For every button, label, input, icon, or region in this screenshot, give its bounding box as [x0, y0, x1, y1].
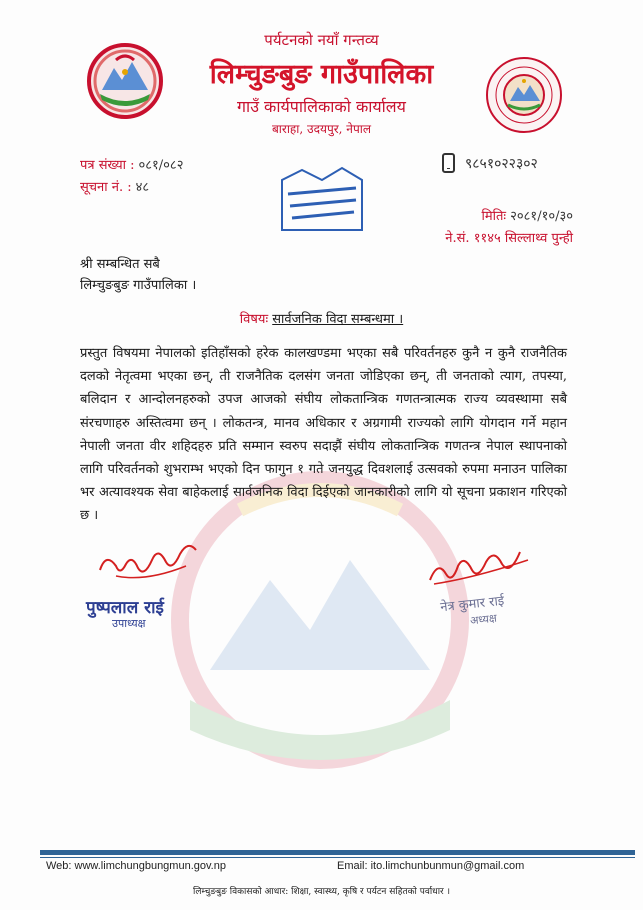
- footer-email: Email: ito.limchunbunmun@gmail.com: [337, 860, 525, 872]
- date-value: २०८१/१०/३०: [510, 209, 573, 224]
- organization-name: लिम्चुङबुङ गाउँपालिका: [209, 59, 434, 90]
- signer-right-role: अध्यक्ष: [469, 611, 498, 628]
- signature-right: [424, 540, 534, 590]
- addressee-line-1: श्री सम्बन्धित सबै: [80, 257, 160, 272]
- signature-left: [96, 536, 206, 586]
- letter-subject: [0, 309, 643, 327]
- mobile-phone-icon: [442, 153, 455, 173]
- office-address: बाराहा, उदयपुर, नेपाल: [271, 122, 372, 136]
- phone-contact: [442, 153, 538, 173]
- office-name: गाउँ कार्यपालिकाको कार्यालय: [237, 97, 406, 116]
- reference-number-value: ०८१/०८२: [138, 158, 184, 173]
- addressee-line-2: लिम्चुङबुङ गाउँपालिका ।: [80, 278, 197, 293]
- date-label: मितिः: [481, 209, 507, 224]
- reference-number-label: पत्र संख्या :: [80, 158, 135, 173]
- notice-number: [80, 177, 149, 195]
- office-stamp: [272, 160, 372, 240]
- footer-divider: [40, 850, 635, 855]
- letter-body: प्रस्तुत विषयमा नेपालको इतिहाँसको हरेक कालखण्डमा भएका सबै परिवर्तनहरु कुनै न कुनै राजनैतिक दलको नेतृत्वमा भएका छन्, ती राजनैतिक दलसंग जनता जोडिएका छन्, ती जनताको त्याग, तपस्या, बलिदान र आन्दोलनहरुको उपज आजको संघीय लोकतान्त्रिक गणतन्त्रात्मक राज्य व्यवस्थामा सबै संरचणाहरु अस्तित्वमा छन् । लोकतन्त्र, मानव अधिकार र अग्रगामी राज्यको लागि योगदान गर्ने महान नेपाली जनता वीर शहिदहरु प्रति सम्मान स्वरुप सदाझैं संघीय लोकतान्त्रिक गणतन्त्र नेपाल स्थापनाको लागि परिवर्तनको शुभराम्भ भएको दिन फागुन १ गते जनयुद्ध दिवशलाई उत्सवको रुपमा मनाउन पालिका भर अत्यावश्यक सेवा बाहेकलाई सार्वजनिक विदा दिईएको जानकारीको लागि यो सूचना प्रकाशन गरिएको छ ।: [80, 346, 567, 524]
- letter-date: [481, 206, 573, 224]
- phone-number: ९८५१०२२३०२: [465, 155, 538, 172]
- nepal-sambat-date: ने.सं. ११४५ सिल्लाथ्व पुन्ही: [445, 231, 573, 246]
- subject-label: विषयः: [239, 312, 269, 327]
- subject-text: सार्वजनिक विदा सम्बन्धमा ।: [272, 312, 404, 327]
- footer-divider-thin: [40, 857, 635, 858]
- footer-website: Web: www.limchungbungmun.gov.np: [46, 860, 226, 872]
- signer-left-role: उपाध्यक्ष: [112, 617, 146, 630]
- letterhead-tagline: पर्यटनको नयाँ गन्तव्य: [264, 31, 379, 49]
- notice-number-value: ४८: [135, 180, 150, 195]
- notice-number-label: सूचना नं. :: [80, 180, 132, 195]
- signer-left-name: पुष्पलाल राई: [86, 598, 164, 618]
- reference-number: [80, 155, 183, 173]
- footer-motto: लिम्चुङबुङ विकासको आधार: शिक्षा, स्वास्थ्य, कृषि र पर्यटन सहितको पर्वाधार ।: [193, 887, 450, 897]
- signer-right-name: नेत्र कुमार राई: [439, 593, 505, 616]
